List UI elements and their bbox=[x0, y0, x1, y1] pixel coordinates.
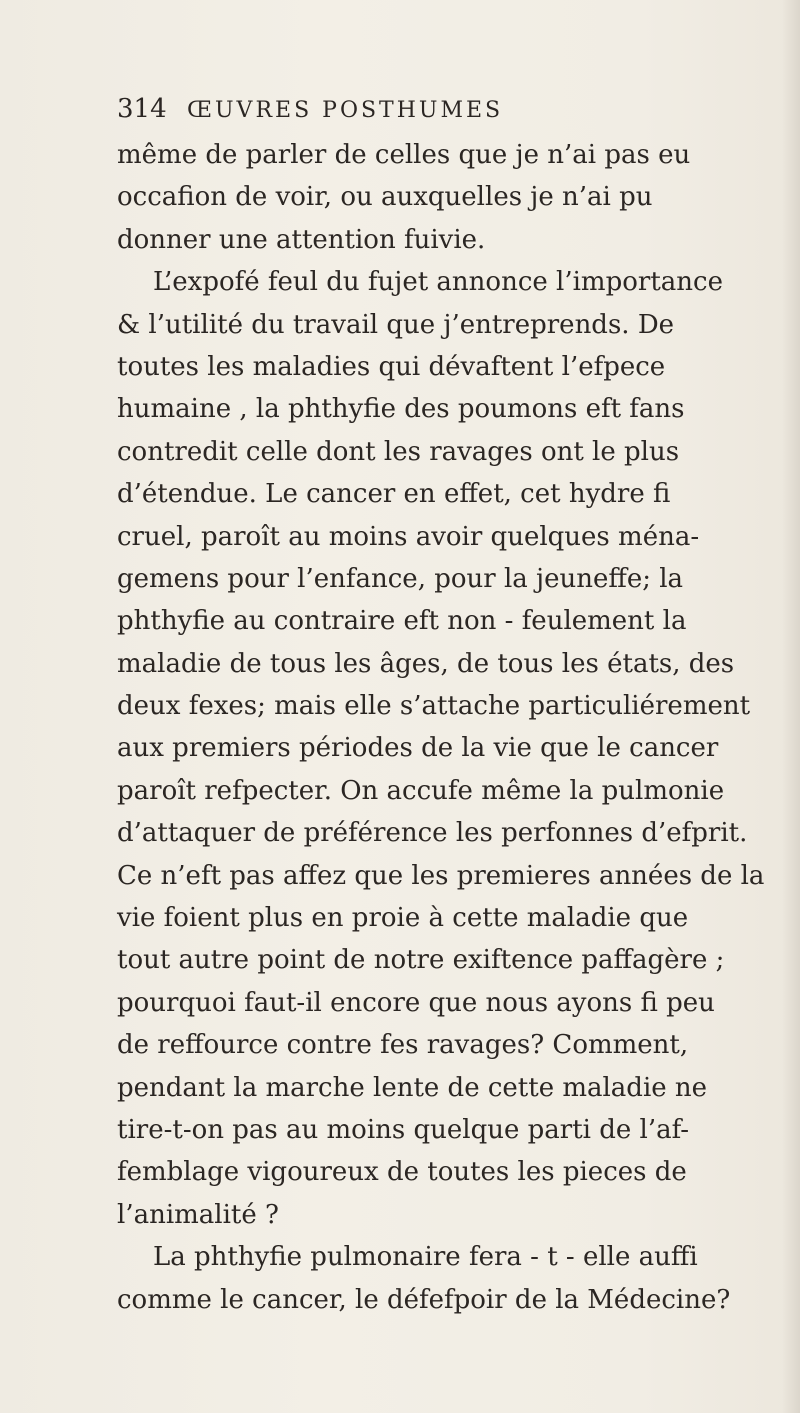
text-line: deux fexes; mais elle s’attache particuliérement bbox=[117, 691, 751, 722]
text-line: l’animalité ? bbox=[117, 1199, 279, 1230]
text-line: toutes les maladies qui dévaftent l’efpece bbox=[117, 351, 666, 382]
text-line: vie foient plus en proie à cette maladie que bbox=[117, 903, 689, 934]
text-line: pendant la marche lente de cette maladie ne bbox=[117, 1072, 708, 1103]
page-edge-shadow bbox=[782, 0, 800, 1413]
text-line: d’étendue. Le cancer en effet, cet hydre fi bbox=[117, 479, 671, 510]
text-line: pourquoi faut-il encore que nous ayons fi peu bbox=[117, 987, 715, 1018]
text-line: occafion de voir, ou auxquelles je n’ai pu bbox=[117, 182, 653, 213]
text-line: aux premiers périodes de la vie que le cancer bbox=[117, 733, 719, 764]
body-text bbox=[117, 134, 777, 1321]
running-header bbox=[117, 94, 757, 134]
text-line: Ce n’eft pas affez que les premieres années de la bbox=[117, 860, 765, 891]
text-line: contredit celle dont les ravages ont le plus bbox=[117, 436, 680, 467]
text-line: tout autre point de notre exiftence paffagère ; bbox=[117, 945, 725, 976]
text-line: maladie de tous les âges, de tous les états, des bbox=[117, 648, 735, 679]
page-number: 314 bbox=[117, 94, 167, 124]
text-line: humaine , la phthyfie des poumons eft fans bbox=[117, 394, 685, 425]
text-line: donner une attention fuivie. bbox=[117, 224, 486, 255]
text-line: cruel, paroît au moins avoir quelques ména- bbox=[117, 521, 700, 552]
paragraph-start-line: La phthyfie pulmonaire fera - t - elle auffi bbox=[153, 1242, 698, 1273]
text-line: même de parler de celles que je n’ai pas eu bbox=[117, 140, 691, 170]
text-line: femblage vigoureux de toutes les pieces de bbox=[117, 1157, 687, 1188]
running-title: ŒUVRES POSTHUMES bbox=[187, 98, 504, 123]
text-line: d’attaquer de préférence les perfonnes d’efprit. bbox=[117, 818, 748, 849]
text-line: & l’utilité du travail que j’entreprends. De bbox=[117, 309, 675, 340]
text-line: comme le cancer, le défefpoir de la Médecine? bbox=[117, 1284, 731, 1315]
text-line: tire-t-on pas au moins quelque parti de l’af- bbox=[117, 1114, 690, 1145]
text-line: paroît refpecter. On accufe même la pulmonie bbox=[117, 775, 725, 806]
text-line: de reffource contre fes ravages? Comment, bbox=[117, 1030, 689, 1061]
paragraph-start-line: L’expofé feul du fujet annonce l’importance bbox=[153, 267, 723, 298]
text-line: phthyfie au contraire eft non - feulement la bbox=[117, 606, 687, 637]
text-line: gemens pour l’enfance, pour la jeuneffe; la bbox=[117, 563, 684, 594]
